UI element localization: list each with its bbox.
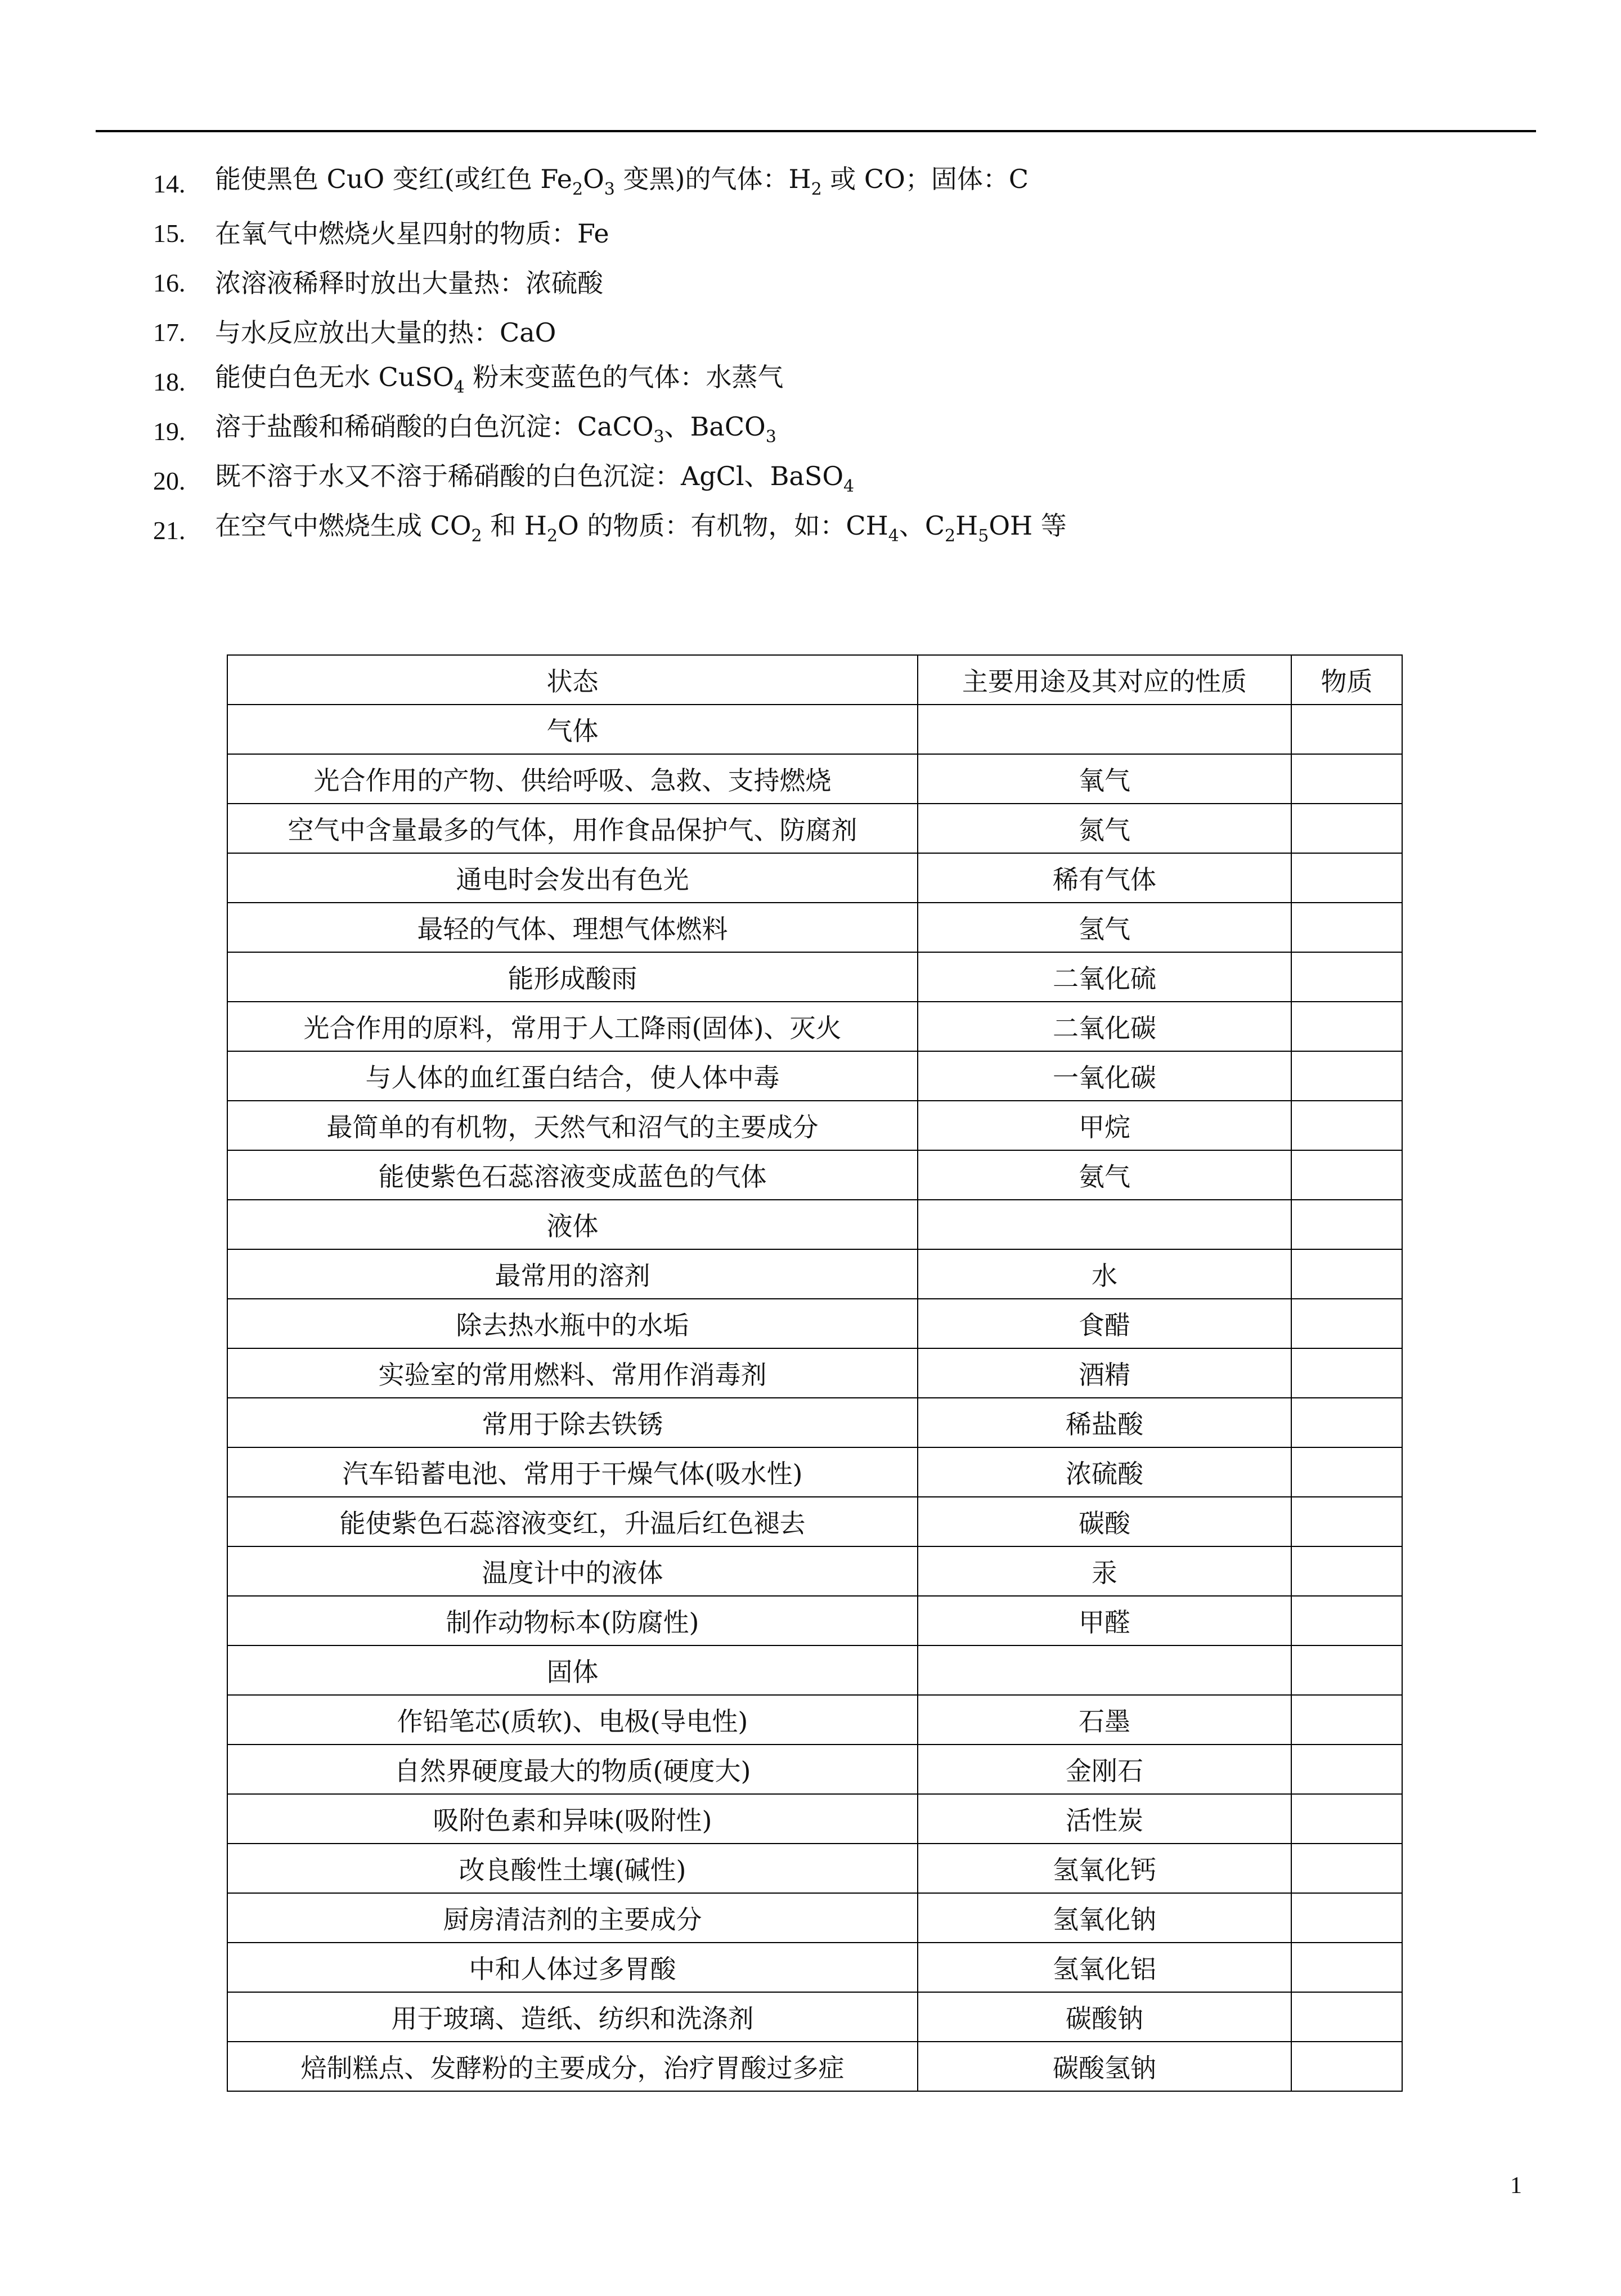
cell-usage: 食醋 <box>918 1299 1291 1348</box>
cell-state: 中和人体过多胃酸 <box>227 1943 918 1992</box>
cell-substance <box>1291 952 1402 1002</box>
table-row <box>227 1497 1402 1546</box>
table-row <box>227 1200 1402 1249</box>
table-row <box>227 1546 1402 1596</box>
list-item <box>153 456 1503 506</box>
cell-state: 制作动物标本(防腐性) <box>227 1596 918 1645</box>
cell-usage: 二氧化硫 <box>918 952 1291 1002</box>
text-segment: 粉末变蓝色的气体：水蒸气 <box>464 361 784 392</box>
text-segment: 与水反应放出大量的热：CaO <box>215 317 556 348</box>
list-item <box>153 357 1503 407</box>
table-row <box>227 952 1402 1002</box>
header-usage: 主要用途及其对应的性质 <box>918 655 1291 705</box>
cell-usage: 水 <box>918 1249 1291 1299</box>
text-segment: 能使白色无水 CuSO <box>215 361 454 392</box>
text-segment: O 的物质：有机物，如：CH <box>558 510 888 541</box>
list-item-number: 17. <box>153 318 186 347</box>
cell-substance <box>1291 1596 1402 1645</box>
cell-state: 光合作用的原料，常用于人工降雨(固体)、灭火 <box>227 1002 918 1051</box>
text-segment: 和 H <box>482 510 547 541</box>
cell-usage <box>918 1645 1291 1695</box>
subscript: 2 <box>471 526 482 546</box>
cell-state: 厨房清洁剂的主要成分 <box>227 1893 918 1943</box>
table-row <box>227 2042 1402 2091</box>
text-segment: 、C <box>899 510 945 541</box>
list-item-text <box>215 258 603 308</box>
text-segment: 能使黑色 CuO 变红(或红色 Fe <box>215 163 572 194</box>
cell-state: 吸附色素和异味(吸附性) <box>227 1794 918 1844</box>
cell-state: 固体 <box>227 1645 918 1695</box>
cell-usage: 碳酸 <box>918 1497 1291 1546</box>
cell-state: 除去热水瓶中的水垢 <box>227 1299 918 1348</box>
cell-usage: 氢气 <box>918 903 1291 952</box>
subscript: 3 <box>653 427 664 447</box>
cell-substance <box>1291 1497 1402 1546</box>
list-item-number: 21. <box>153 516 186 545</box>
list-item <box>153 258 1503 308</box>
cell-state: 最常用的溶剂 <box>227 1249 918 1299</box>
cell-substance <box>1291 2042 1402 2091</box>
subscript: 5 <box>978 526 989 546</box>
list-item-text <box>215 209 609 258</box>
cell-substance <box>1291 705 1402 754</box>
cell-state: 光合作用的产物、供给呼吸、急救、支持燃烧 <box>227 754 918 804</box>
table-row <box>227 1299 1402 1348</box>
cell-usage <box>918 1200 1291 1249</box>
header-rule <box>96 130 1536 132</box>
properties-table <box>227 654 1403 2092</box>
table-row <box>227 1051 1402 1101</box>
table-row <box>227 1844 1402 1893</box>
text-segment: H <box>955 510 978 541</box>
cell-substance <box>1291 1299 1402 1348</box>
cell-usage: 酒精 <box>918 1348 1291 1398</box>
cell-usage: 汞 <box>918 1546 1291 1596</box>
cell-substance <box>1291 1992 1402 2042</box>
table-row <box>227 754 1402 804</box>
cell-state: 能形成酸雨 <box>227 952 918 1002</box>
cell-state: 汽车铅蓄电池、常用于干燥气体(吸水性) <box>227 1447 918 1497</box>
cell-usage: 甲醛 <box>918 1596 1291 1645</box>
cell-substance <box>1291 1249 1402 1299</box>
cell-substance <box>1291 1150 1402 1200</box>
subscript: 4 <box>888 526 899 546</box>
table-row <box>227 1348 1402 1398</box>
list-item-number: 16. <box>153 268 186 297</box>
text-segment: 浓溶液稀释时放出大量热：浓硫酸 <box>215 268 603 298</box>
text-segment: 既不溶于水又不溶于稀硝酸的白色沉淀：AgCl、BaSO <box>215 460 844 491</box>
cell-substance <box>1291 754 1402 804</box>
page-number: 1 <box>1510 2173 1522 2199</box>
cell-usage: 氢氧化铝 <box>918 1943 1291 1992</box>
header-state: 状态 <box>227 655 918 705</box>
cell-state: 与人体的血红蛋白结合，使人体中毒 <box>227 1051 918 1101</box>
cell-usage: 活性炭 <box>918 1794 1291 1844</box>
subscript: 2 <box>572 179 583 199</box>
cell-substance <box>1291 1101 1402 1150</box>
cell-state: 温度计中的液体 <box>227 1546 918 1596</box>
list-item <box>153 407 1503 456</box>
text-segment: 在空气中燃烧生成 CO <box>215 510 472 541</box>
cell-substance <box>1291 903 1402 952</box>
table-row <box>227 853 1402 903</box>
list-item-number: 19. <box>153 417 186 446</box>
subscript: 4 <box>453 377 465 397</box>
cell-substance <box>1291 1645 1402 1695</box>
table-row <box>227 1249 1402 1299</box>
cell-state: 能使紫色石蕊溶液变成蓝色的气体 <box>227 1150 918 1200</box>
list-item <box>153 506 1503 555</box>
cell-usage: 稀盐酸 <box>918 1398 1291 1447</box>
table-row <box>227 1101 1402 1150</box>
cell-usage <box>918 705 1291 754</box>
cell-usage: 氢氧化钙 <box>918 1844 1291 1893</box>
text-segment: OH 等 <box>989 510 1067 541</box>
cell-substance <box>1291 1398 1402 1447</box>
text-segment: O <box>583 163 604 194</box>
table-row <box>227 1150 1402 1200</box>
list-item <box>153 159 1503 209</box>
list-item <box>153 308 1503 357</box>
cell-substance <box>1291 1447 1402 1497</box>
facts-list <box>153 159 1503 555</box>
cell-state: 常用于除去铁锈 <box>227 1398 918 1447</box>
cell-state: 用于玻璃、造纸、纺织和洗涤剂 <box>227 1992 918 2042</box>
cell-state: 能使紫色石蕊溶液变红，升温后红色褪去 <box>227 1497 918 1546</box>
list-item <box>153 209 1503 258</box>
cell-state: 作铅笔芯(质软)、电极(导电性) <box>227 1695 918 1745</box>
table-row <box>227 1447 1402 1497</box>
table-row <box>227 1645 1402 1695</box>
list-item-text <box>215 501 1067 561</box>
header-substance: 物质 <box>1291 655 1402 705</box>
text-segment: 、BaCO <box>664 411 766 442</box>
table-row <box>227 1893 1402 1943</box>
cell-substance <box>1291 804 1402 853</box>
cell-usage: 氢氧化钠 <box>918 1893 1291 1943</box>
cell-state: 液体 <box>227 1200 918 1249</box>
cell-usage: 甲烷 <box>918 1101 1291 1150</box>
cell-substance <box>1291 1745 1402 1794</box>
table-row <box>227 1002 1402 1051</box>
cell-usage: 稀有气体 <box>918 853 1291 903</box>
list-item-text <box>215 308 556 357</box>
table-row <box>227 1992 1402 2042</box>
cell-state: 实验室的常用燃料、常用作消毒剂 <box>227 1348 918 1398</box>
table-header-row <box>227 655 1402 705</box>
cell-substance <box>1291 1943 1402 1992</box>
cell-usage: 氨气 <box>918 1150 1291 1200</box>
table-row <box>227 705 1402 754</box>
cell-usage: 碳酸钠 <box>918 1992 1291 2042</box>
table-row <box>227 1943 1402 1992</box>
table-row <box>227 1398 1402 1447</box>
subscript: 2 <box>945 526 956 546</box>
cell-state: 自然界硬度最大的物质(硬度大) <box>227 1745 918 1794</box>
subscript: 4 <box>843 476 855 496</box>
text-segment: 溶于盐酸和稀硝酸的白色沉淀：CaCO <box>215 411 654 442</box>
list-item-number: 15. <box>153 219 186 248</box>
cell-state: 焙制糕点、发酵粉的主要成分，治疗胃酸过多症 <box>227 2042 918 2091</box>
table-row <box>227 1745 1402 1794</box>
list-item-text <box>215 154 1029 214</box>
cell-usage: 一氧化碳 <box>918 1051 1291 1101</box>
subscript: 3 <box>765 427 776 447</box>
cell-substance <box>1291 1844 1402 1893</box>
cell-usage: 浓硫酸 <box>918 1447 1291 1497</box>
cell-substance <box>1291 1893 1402 1943</box>
text-segment: 变黑)的气体：H <box>614 163 811 194</box>
cell-state: 空气中含量最多的气体，用作食品保护气、防腐剂 <box>227 804 918 853</box>
table-row <box>227 1794 1402 1844</box>
cell-state: 改良酸性土壤(碱性) <box>227 1844 918 1893</box>
cell-substance <box>1291 1051 1402 1101</box>
table-row <box>227 1695 1402 1745</box>
text-segment: 在氧气中燃烧火星四射的物质：Fe <box>215 218 609 249</box>
text-segment: 或 CO；固体：C <box>821 163 1029 194</box>
cell-state: 最轻的气体、理想气体燃料 <box>227 903 918 952</box>
cell-state: 最简单的有机物，天然气和沼气的主要成分 <box>227 1101 918 1150</box>
list-item-number: 14. <box>153 169 186 198</box>
table-row <box>227 1596 1402 1645</box>
cell-substance <box>1291 1348 1402 1398</box>
subscript: 2 <box>546 526 558 546</box>
cell-state: 通电时会发出有色光 <box>227 853 918 903</box>
table-row <box>227 804 1402 853</box>
subscript: 3 <box>604 179 615 199</box>
cell-substance <box>1291 1794 1402 1844</box>
list-item-number: 20. <box>153 467 186 495</box>
cell-substance <box>1291 1546 1402 1596</box>
subscript: 2 <box>811 179 822 199</box>
cell-substance <box>1291 1002 1402 1051</box>
cell-usage: 碳酸氢钠 <box>918 2042 1291 2091</box>
cell-usage: 金刚石 <box>918 1745 1291 1794</box>
cell-usage: 氧气 <box>918 754 1291 804</box>
cell-usage: 氮气 <box>918 804 1291 853</box>
cell-state: 气体 <box>227 705 918 754</box>
cell-usage: 石墨 <box>918 1695 1291 1745</box>
table-row <box>227 903 1402 952</box>
list-item-number: 18. <box>153 367 186 396</box>
cell-substance <box>1291 853 1402 903</box>
cell-substance <box>1291 1200 1402 1249</box>
cell-substance <box>1291 1695 1402 1745</box>
cell-usage: 二氧化碳 <box>918 1002 1291 1051</box>
